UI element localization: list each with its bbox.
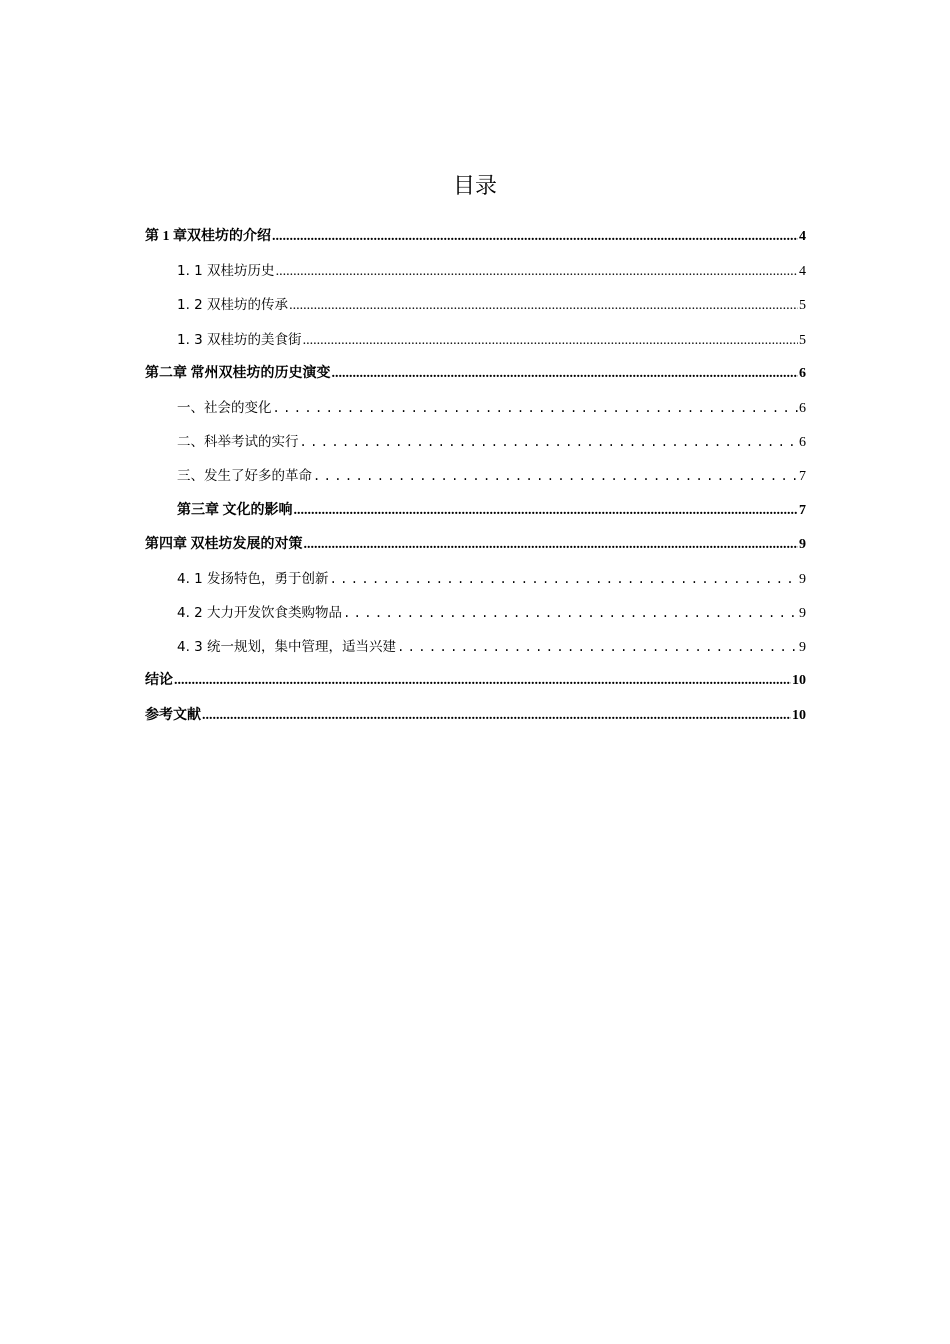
toc-entry-label: 二、科举考试的实行 <box>177 434 299 451</box>
toc-entry-page: 9 <box>799 536 806 552</box>
dot-leader <box>343 596 798 630</box>
toc-entry[interactable] <box>145 596 806 630</box>
toc-entry-page: 10 <box>792 673 806 689</box>
toc-entry-label: 1. 2 双桂坊的传承 <box>177 297 289 314</box>
dot-leader <box>202 699 791 733</box>
dot-leader <box>174 664 791 698</box>
toc-entry-page: 10 <box>792 707 806 723</box>
dot-leader <box>313 459 798 493</box>
dot-leader <box>273 391 799 425</box>
dot-leader <box>276 255 798 289</box>
toc-entry-page: 9 <box>799 606 806 622</box>
toc-entry-page: 9 <box>799 571 806 587</box>
toc-entry-page: 6 <box>799 435 806 451</box>
toc-entry-label: 第四章 双桂坊发展的对策 <box>145 536 303 552</box>
dot-leader <box>397 630 798 664</box>
dot-leader <box>300 425 799 459</box>
toc-entry[interactable] <box>145 699 806 733</box>
toc-entry-page: 4 <box>799 229 806 244</box>
dot-leader <box>289 289 798 323</box>
toc-entry[interactable] <box>145 459 806 493</box>
toc-entry-label: 第二章 常州双桂坊的历史演变 <box>145 365 331 381</box>
dot-leader <box>303 324 798 358</box>
toc-entry[interactable] <box>145 254 806 288</box>
toc-entry[interactable] <box>145 288 806 322</box>
toc-entry[interactable] <box>145 391 806 425</box>
dot-leader <box>304 528 799 562</box>
toc-entry-page: 4 <box>799 264 806 280</box>
toc-entry-page: 5 <box>799 298 806 314</box>
toc-entry-label: 一、社会的变化 <box>177 399 272 416</box>
toc-entry[interactable] <box>145 528 806 562</box>
toc-entry[interactable] <box>145 425 806 459</box>
toc-entry-label: 第 1 章双桂坊的介绍 <box>145 229 271 244</box>
dot-leader <box>332 357 799 391</box>
toc-entry[interactable] <box>145 220 806 254</box>
dot-leader <box>294 494 799 528</box>
toc-entry[interactable] <box>145 323 806 357</box>
toc-entry-page: 9 <box>799 640 806 656</box>
toc-entry-page: 5 <box>799 332 806 348</box>
toc-entry[interactable] <box>145 562 806 596</box>
toc-entry-page: 7 <box>799 502 806 518</box>
toc-entry[interactable] <box>145 494 806 528</box>
toc-entry-page: 6 <box>799 400 806 416</box>
toc-entry-label: 1. 1 双桂坊历史 <box>177 263 275 280</box>
dot-leader <box>272 220 798 254</box>
toc-entry-label: 4. 1 发扬特色，勇于创新 <box>177 570 329 587</box>
toc-entry[interactable] <box>145 357 806 391</box>
toc-entry-label: 1. 3 双桂坊的美食街 <box>177 331 302 348</box>
toc-entry-label: 参考文献 <box>145 707 201 723</box>
toc-entry-label: 4. 3 统一规划，集中管理，适当兴建 <box>177 639 397 656</box>
table-of-contents <box>145 220 806 733</box>
dot-leader <box>330 562 798 596</box>
toc-entry[interactable] <box>145 630 806 664</box>
toc-entry-label: 第三章 文化的影响 <box>177 502 293 518</box>
toc-title: 目录 <box>452 174 497 199</box>
toc-entry-page: 7 <box>799 469 806 485</box>
toc-entry-label: 三、发生了好多的革命 <box>177 468 312 485</box>
toc-entry-label: 结论 <box>145 673 173 689</box>
toc-entry[interactable] <box>145 664 806 698</box>
toc-entry-label: 4. 2 大力开发饮食类购物品 <box>177 605 343 622</box>
toc-entry-page: 6 <box>799 365 806 381</box>
